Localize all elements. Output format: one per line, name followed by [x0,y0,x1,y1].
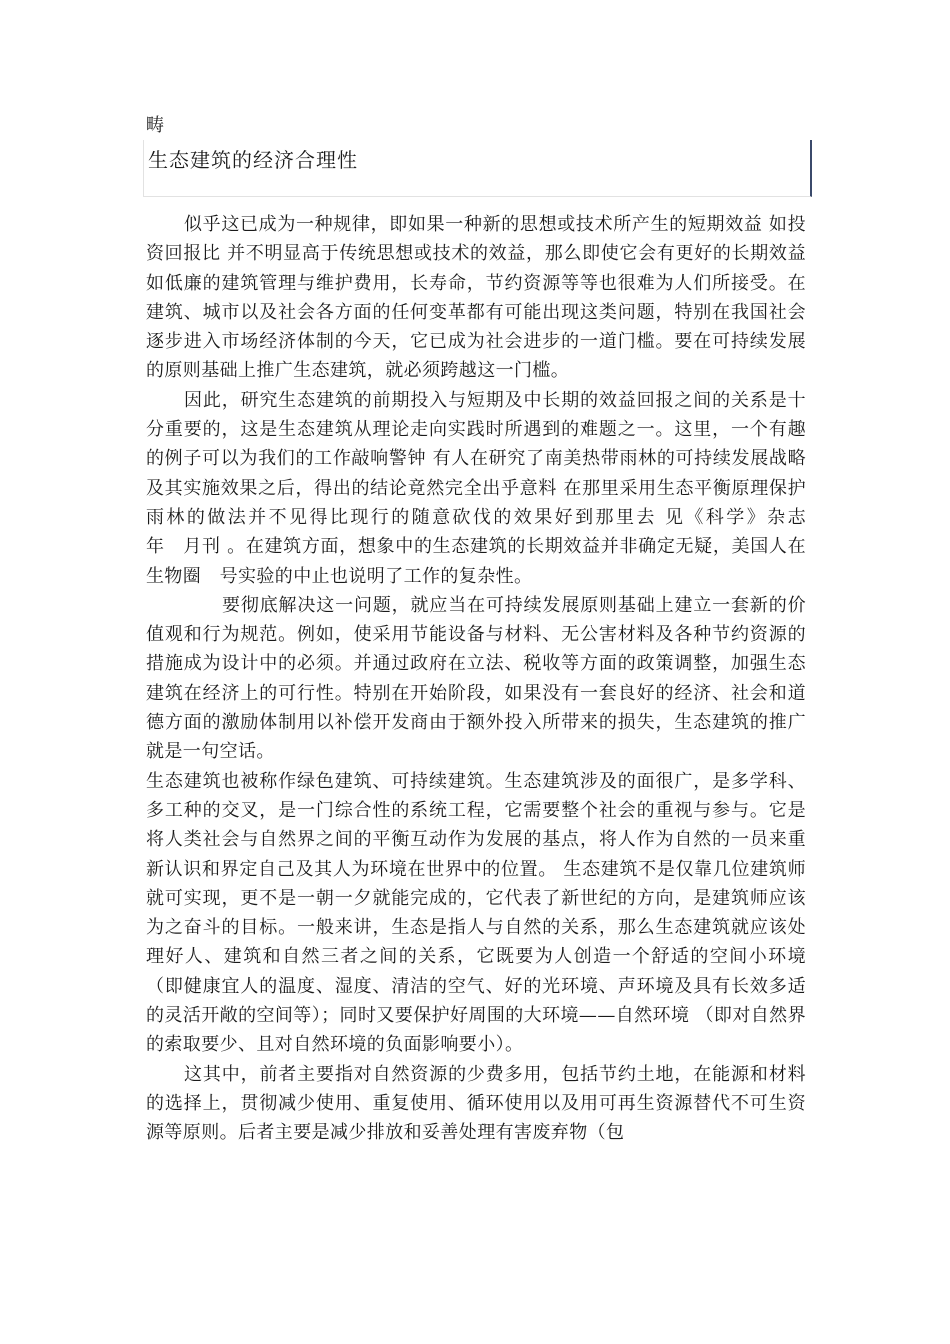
document-title: 生态建筑的经济合理性 [148,148,358,172]
paragraph-2: 因此，研究生态建筑的前期投入与短期及中长期的效益回报之间的关系是十分重要的，这是生态建筑从理论走向实践时所遇到的难题之一。这里，一个有趣的例子可以为我们的工作敲响警钟 有人在研究了南美热带雨林的可持续发展战略及其实施效果之后，得出的结论竟然完全出乎意料 在那里采用生态平衡原理保护雨林的做法并不见得比现行的随意砍伐的效果好到那里去 见《科学》杂志 年 月刊 。在建筑方面，想象中的生态建筑的长期效益并非确定无疑，美国人在生物圈 号实验的中止也说明了工作的复杂性。 [146,389,862,587]
paragraph-4: 生态建筑也被称作绿色建筑、可持续建筑。生态建筑涉及的面很广，是多学科、多工种的交叉，是一门综合性的系统工程，它需要整个社会的重视与参与。它是将人类社会与自然界之间的平衡互动作为发展的基点，将人作为自然的一员来重新认识和界定自己及其人为环境在世界中的位置。 生态建筑不是仅靠几位建筑师就可实现，更不是一朝一夕就能完成的，它代表了新世纪的方向，是建筑师应该为之奋斗的目标。一般来讲，生态是指人与自然的关系，那么生态建筑就应该处理好人、建筑和自然三者之间的关系，它既要为人创造一个舒适的空间小环境（即健康宜人的温度、湿度、清洁的空气、好的光环境、声环境及具有长效多适的灵活开敞的空间等）；同时又要保护好周围的大环境——自然环境 （即对自然界的索取要少、且对自然环境的负面影响要小）。 [146,770,806,1056]
paragraph-1: 似乎这已成为一种规律，即如果一种新的思想或技术所产生的短期效益 如投资回报比 并不明显高于传统思想或技术的效益，那么即使它会有更好的长期效益 如低廉的建筑管理与维护费用，长寿命，节约资源等等也很难为人们所接受。在建筑、城市以及社会各方面的任何变革都有可能出现这类问题，特别在我国社会逐步进入市场经济体制的今天，它已成为社会进步的一道门槛。要在可持续发展的原则基础上推广生态建筑，就必须跨越这一门槛。 [146,214,806,382]
header-character: 畴 [146,115,164,136]
document-body [146,210,862,1148]
paragraph-3: 要彻底解决这一问题，就应当在可持续发展原则基础上建立一套新的价值观和行为规范。例如，使采用节能设备与材料、无公害材料及各种节约资源的措施成为设计中的必须。并通过政府在立法、税收等方面的政策调整，加强生态建筑在经济上的可行性。特别在开始阶段，如果没有一套良好的经济、社会和道德方面的激励体制用以补偿开发商由于额外投入所带来的损失，生态建筑的推广就是一句空话。 [146,594,806,763]
paragraph-5: 这其中，前者主要指对自然资源的少费多用，包括节约土地，在能源和材料的选择上，贯彻减少使用、重复使用、循环使用以及用可再生资源替代不可生资源等原则。后者主要是减少排放和妥善处理有害废弃物（包 [146,1063,806,1144]
title-frame [143,140,812,197]
